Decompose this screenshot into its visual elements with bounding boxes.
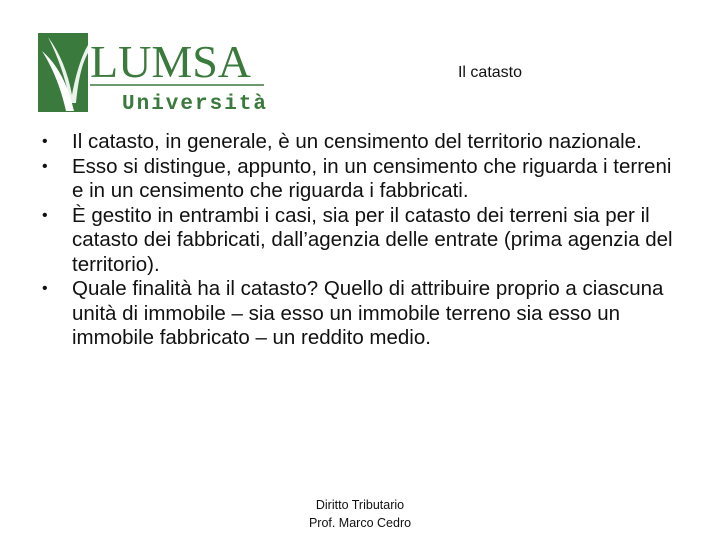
slide-footer [280,496,440,532]
list-item [42,204,682,278]
footer-course: Diritto Tributario [315,498,405,512]
bullet-marker: • [42,280,48,297]
logo-wordmark: LUMSA [90,36,252,87]
bullet-text: Il catasto, in generale, è un censimento del territorio nazionale. [72,130,642,153]
logo-subtitle: Università [122,93,269,113]
slide-title: Il catasto [457,64,523,81]
list-item [42,277,682,351]
list-item [42,155,682,204]
lumsa-logo-graphic [38,33,276,113]
footer-author: Prof. Marco Cedro [308,516,412,530]
bullet-text: Esso si distingue, appunto, in un censimento che riguarda i terreni e in un censimento che riguarda i fabbricati. [72,154,672,202]
list-item [42,130,682,155]
bullet-marker: • [42,133,48,150]
bullet-text: È gestito in entrambi i casi, sia per il catasto dei terreni sia per il catasto dei fabbricati, dall’agenzia delle entrate (prima agenzia del territorio). [72,203,673,276]
bullet-marker: • [42,157,48,175]
lumsa-logo [38,33,276,113]
bullet-list [42,130,682,351]
bullet-text: Quale finalità ha il catasto? Quello di attribuire proprio a ciascuna unità di immobile – sia esso un immobile terreno sia esso un immobile fabbricato – un reddito medio. [72,277,664,349]
bullet-marker: • [42,206,48,224]
